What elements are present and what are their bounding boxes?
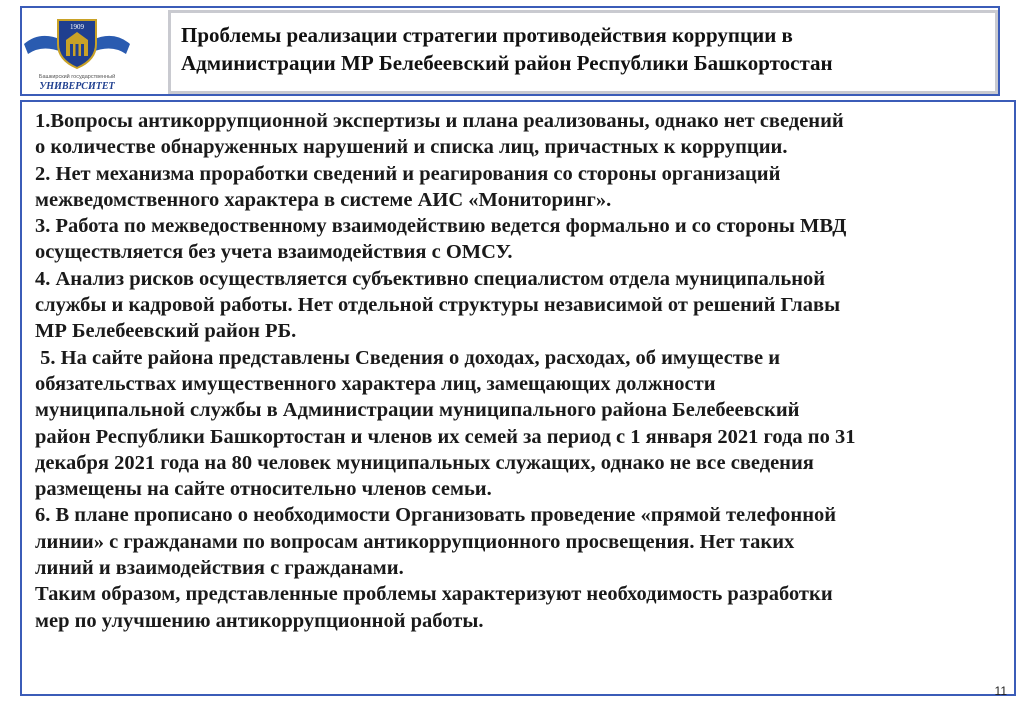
logo-caption-small: Башкирский государственный	[38, 74, 116, 80]
body-line: осуществляется без учета взаимодействия с ОМСУ.	[35, 241, 513, 264]
page-number: 11	[994, 684, 1007, 698]
title-line: Проблемы реализации стратегии противодействия коррупции в	[181, 23, 793, 47]
body-line: о количестве обнаруженных нарушений и списка лиц, причастных к коррупции.	[35, 136, 788, 159]
university-logo	[22, 10, 132, 94]
body-line: 1.Вопросы антикоррупционной экспертизы и плана реализованы, однако нет сведений	[35, 110, 844, 132]
body-line: службы и кадровой работы. Нет отдельной структуры независимой от решений Главы	[35, 294, 841, 317]
body-line: 3. Работа по межведоственному взаимодействию ведется формально и со стороны МВД	[35, 215, 847, 238]
title-line: Администрации МР Белебеевский район Республики Башкортостан	[181, 51, 833, 75]
body-line: межведомственного характера в системе АИС «Мониторинг».	[35, 188, 612, 211]
body-line: 5. На сайте района представлены Сведения о доходах, расходах, об имуществе и	[35, 346, 781, 369]
body-line: 4. Анализ рисков осуществляется субъективно специалистом отдела муниципальной	[35, 267, 826, 290]
body-line: 2. Нет механизма проработки сведений и реагирования со стороны организаций	[35, 162, 781, 185]
slide-title	[168, 10, 998, 94]
body-line: обязательствах имущественного характера лиц, замещающих должности	[35, 372, 716, 395]
body-line: 6. В плане прописано о необходимости Организовать проведение «прямой телефонной	[35, 504, 837, 527]
body-line: Таким образом, представленные проблемы характеризуют необходимость разработки	[35, 583, 833, 606]
logo-caption-main: УНИВЕРСИТЕТ	[39, 81, 115, 92]
body-line: декабря 2021 года на 80 человек муниципальных служащих, однако не все сведения	[35, 451, 814, 474]
body-line: МР Белебеевский район РБ.	[35, 320, 297, 343]
body-line: мер по улучшению антикоррупционной работы.	[35, 609, 484, 632]
body-line: размещены на сайте относительно членов семьи.	[35, 478, 492, 501]
body-line: район Республики Башкортостан и членов их семей за период с 1 января 2021 года по 31	[35, 425, 856, 448]
slide-body	[35, 108, 1010, 634]
body-line: линии» с гражданами по вопросам антикоррупционного просвещения. Нет таких	[35, 530, 795, 553]
body-line: муниципальной службы в Администрации муниципального района Белебеевский	[35, 399, 800, 422]
body-line: линий и взаимодействия с гражданами.	[35, 557, 404, 580]
logo-year: 1909	[70, 23, 84, 31]
